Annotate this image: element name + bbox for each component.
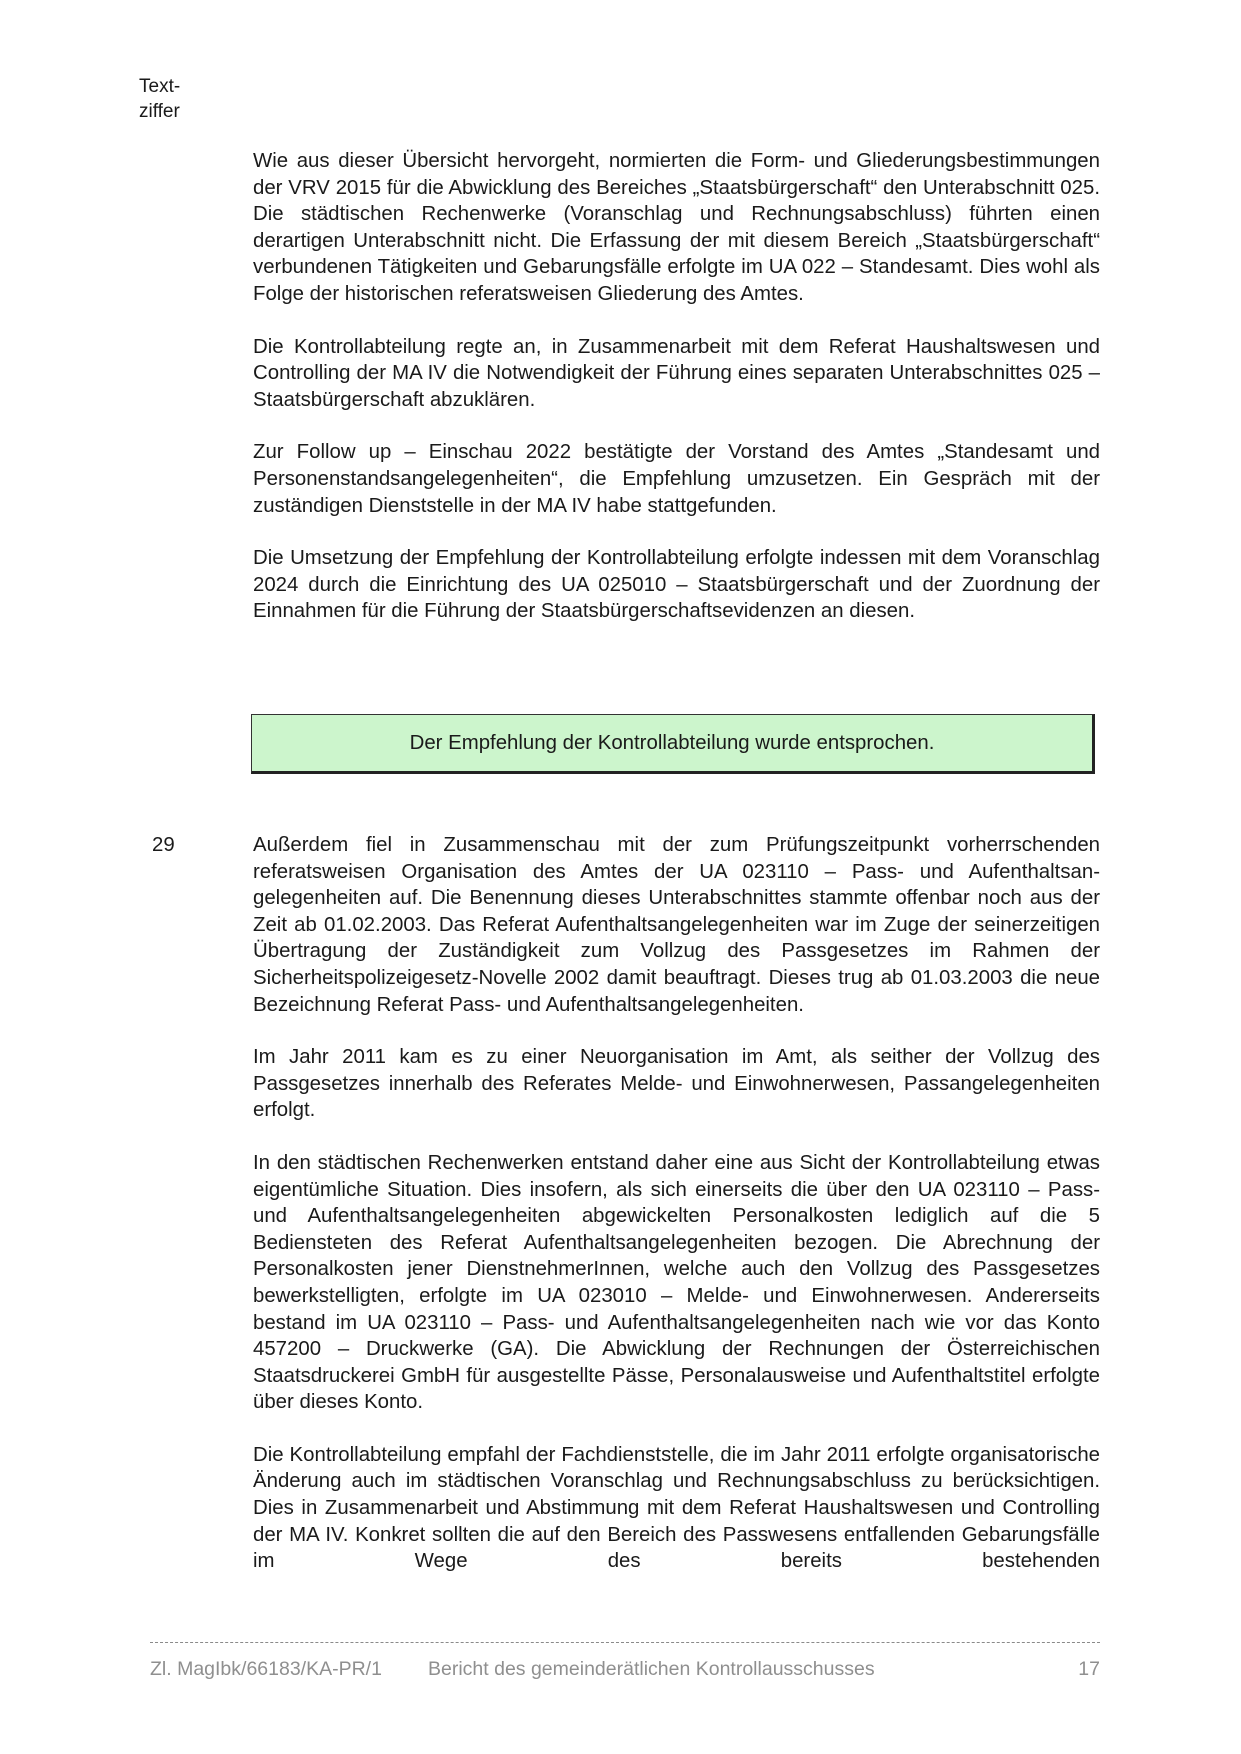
paragraph: Zur Follow up – Einschau 2022 bestätigte der Vorstand des Amtes „Standesamt und Personenstandsangelegenheiten“, die Empfehlung umzusetzen. Ein Gespräch mit der zuständigen Dienststelle in der MA IV habe stattgefunden. xyxy=(253,441,1100,517)
paragraph: Die Umsetzung der Empfehlung der Kontrollabteilung erfolgte indessen mit dem Voranschlag 2024 durch die Einrichtung des UA 025010 – Staatsbürgerschaft und der Zuordnung der Einnahmen für die Führung der Staatsbürgerschaftsevidenzen an diesen. xyxy=(253,547,1100,623)
paragraph: Außerdem fiel in Zusammenschau mit der zum Prüfungszeitpunkt vorherrschenden referatsweisen Organisation des Amtes der UA 023110 – Pass- und Aufenthaltsangelegenheiten auf. Die Benennung dieses Unterabschnittes stammte offenbar noch aus der Zeit ab 01.02.2003. Das Referat Aufenthaltsangelegenheiten war im Zuge der seinerzeitigen Übertragung der Zuständigkeit zum Vollzug des Passgesetzes im Rahmen der Sicherheitspolizeigesetz-Novelle 2002 damit beauftragt. Dieses trug ab 01.03.2003 die neue Bezeichnung Referat Pass- und Aufenthaltsangelegenheiten. xyxy=(253,834,1100,1016)
recommendation-status-text: Der Empfehlung der Kontrollabteilung wurde entsprochen. xyxy=(409,731,935,754)
footer-title: Bericht des gemeinderätlichen Kontrollausschusses xyxy=(428,1658,875,1680)
paragraph: Wie aus dieser Übersicht hervorgeht, normierten die Form- und Gliederungsbestimmungen der VRV 2015 für die Abwicklung des Bereiches „Staatsbürgerschaft“ den Unterabschnitt 025. Die städtischen Rechenwerke (Voranschlag und Rechnungsabschluss) führten einen derartigen Unterabschnitt nicht. Die Erfassung der mit diesem Bereich „Staatsbürgerschaft“ verbundenen Tätigkeiten und Gebarungsfälle erfolgte im UA 022 – Standesamt. Dies wohl als Folge der historischen referatsweisen Gliederung des Amtes. xyxy=(253,150,1100,305)
margin-label-textziffer xyxy=(139,74,180,124)
recommendation-status-box xyxy=(251,714,1095,774)
page-footer xyxy=(150,1658,1100,1686)
text-number-29: 29 xyxy=(152,834,175,856)
footer-reference: Zl. MagIbk/66183/KA-PR/1 xyxy=(150,1658,382,1680)
paragraph: In den städtischen Rechenwerken entstand daher eine aus Sicht der Kontrollabteilung etwas eigentümliche Situation. Dies insofern, als sich einerseits die über den UA 023110 – Pass- und Aufenthaltsangelegenheiten abgewickelten Personalkosten lediglich auf die 5 Bediensteten des Referat Aufenthaltsangelegenheiten bezogen. Die Abrechnung der Personalkosten jener DienstnehmerInnen, welche auch den Vollzug des Passgesetzes bewerkstelligten, erfolgte im UA 023010 – Melde- und Einwohnerwesen. Andererseits bestand im UA 023110 – Pass- und Aufenthaltsangelegenheiten nach wie vor das Konto 457200 – Druckwerke (GA). Die Abwicklung der Rechnungen der Österreichischen Staatsdruckerei GmbH für ausgestellte Pässe, Personalausweise und Aufenthaltstitel erfolgte über dieses Konto. xyxy=(253,1151,1100,1414)
margin-label-line1: Text- xyxy=(139,76,181,97)
paragraph: Die Kontrollabteilung empfahl der Fachdienststelle, die im Jahr 2011 erfolgte organisatorische Änderung auch im städtischen Voranschlag und Rechnungsabschluss zu berücksichtigen. Dies in Zusammenarbeit und Abstimmung mit dem Referat Haushaltswesen und Controlling der MA IV. Konkret sollten die auf den Bereich des Passwesens entfallenden Gebarungsfälle im Wege des bereits bestehenden xyxy=(253,1443,1100,1573)
footer-divider xyxy=(150,1642,1100,1643)
paragraph: Die Kontrollabteilung regte an, in Zusammenarbeit mit dem Referat Haushaltswesen und Controlling der MA IV die Notwendigkeit der Führung eines separaten Unterabschnittes 025 – Staatsbürgerschaft abzuklären. xyxy=(253,335,1100,411)
paragraph: Im Jahr 2011 kam es zu einer Neuorganisation im Amt, als seither der Vollzug des Passgesetzes innerhalb des Referates Melde- und Einwohnerwesen, Passangelegenheiten erfolgt. xyxy=(253,1046,1100,1122)
margin-label-line2: ziffer xyxy=(139,101,180,122)
section-28-body xyxy=(253,148,1100,625)
section-29-body xyxy=(253,832,1100,1575)
page-number: 17 xyxy=(1078,1658,1100,1680)
